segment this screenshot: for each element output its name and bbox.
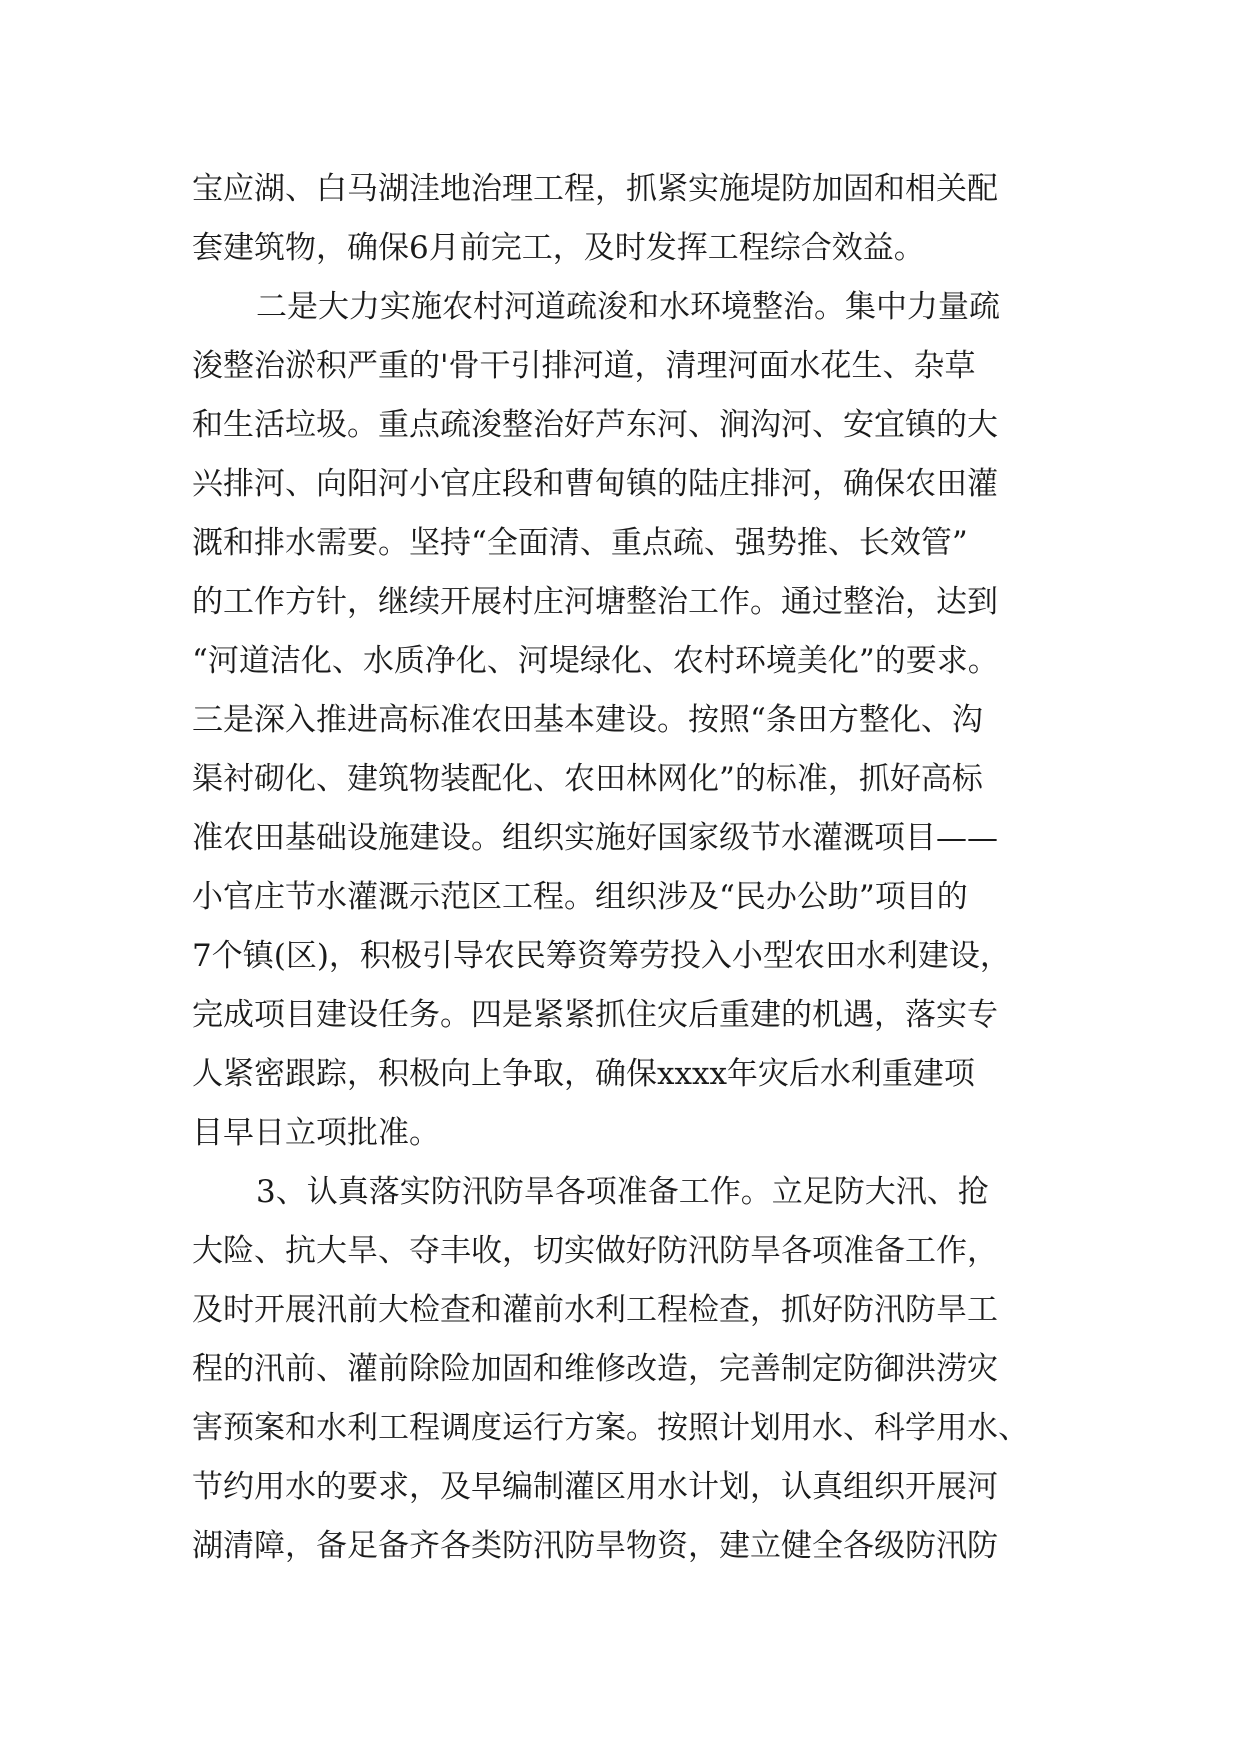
text-line: 渠衬砌化、建筑物装配化、农田林网化”的标准，抓好高标 bbox=[192, 761, 983, 797]
text-line: 湖清障，备足备齐各类防汛防旱物资，建立健全各级防汛防 bbox=[192, 1528, 998, 1564]
text-line: 和生活垃圾。重点疏浚整治好芦东河、涧沟河、安宜镇的大 bbox=[192, 407, 998, 443]
text-line: 大险、抗大旱、夺丰收，切实做好防汛防旱各项准备工作， bbox=[192, 1233, 998, 1269]
text-line: 7个镇(区)，积极引导农民筹资筹劳投入小型农田水利建设， bbox=[192, 938, 1011, 974]
text-line: 套建筑物，确保6月前完工，及时发挥工程综合效益。 bbox=[192, 230, 925, 266]
text-line: 宝应湖、白马湖洼地治理工程，抓紧实施堤防加固和相关配 bbox=[192, 171, 998, 207]
text-line: 的工作方针，继续开展村庄河塘整治工作。通过整治，达到 bbox=[192, 584, 998, 620]
text-line: 3、认真落实防汛防旱各项准备工作。立足防大汛、抢 bbox=[256, 1174, 989, 1210]
text-line: 完成项目建设任务。四是紧紧抓住灾后重建的机遇，落实专 bbox=[192, 997, 998, 1033]
text-line: 及时开展汛前大检查和灌前水利工程检查，抓好防汛防旱工 bbox=[192, 1292, 998, 1328]
text-line: “河道洁化、水质净化、河堤绿化、农村环境美化”的要求。 bbox=[192, 643, 999, 679]
text-line: 二是大力实施农村河道疏浚和水环境整治。集中力量疏 bbox=[256, 289, 1000, 325]
text-line: 害预案和水利工程调度运行方案。按照计划用水、科学用水、 bbox=[192, 1410, 1029, 1446]
text-line: 准农田基础设施建设。组织实施好国家级节水灌溉项目—— bbox=[192, 820, 998, 856]
text-line: 人紧密跟踪，积极向上争取，确保xxxx年灾后水利重建项 bbox=[192, 1056, 975, 1092]
text-line: 程的汛前、灌前除险加固和维修改造，完善制定防御洪涝灾 bbox=[192, 1351, 998, 1387]
text-line: 三是深入推进高标准农田基本建设。按照“条田方整化、沟 bbox=[192, 702, 983, 738]
text-line: 兴排河、向阳河小官庄段和曹甸镇的陆庄排河，确保农田灌 bbox=[192, 466, 998, 502]
body-text bbox=[192, 160, 1052, 1576]
text-line: 目早日立项批准。 bbox=[192, 1115, 440, 1151]
text-line: 浚整治淤积严重的'骨干引排河道，清理河面水花生、杂草 bbox=[192, 348, 976, 384]
text-line: 溉和排水需要。坚持“全面清、重点疏、强势推、长效管” bbox=[192, 525, 968, 561]
text-line: 小官庄节水灌溉示范区工程。组织涉及“民办公助”项目的 bbox=[192, 879, 968, 915]
text-line: 节约用水的要求，及早编制灌区用水计划，认真组织开展河 bbox=[192, 1469, 998, 1505]
